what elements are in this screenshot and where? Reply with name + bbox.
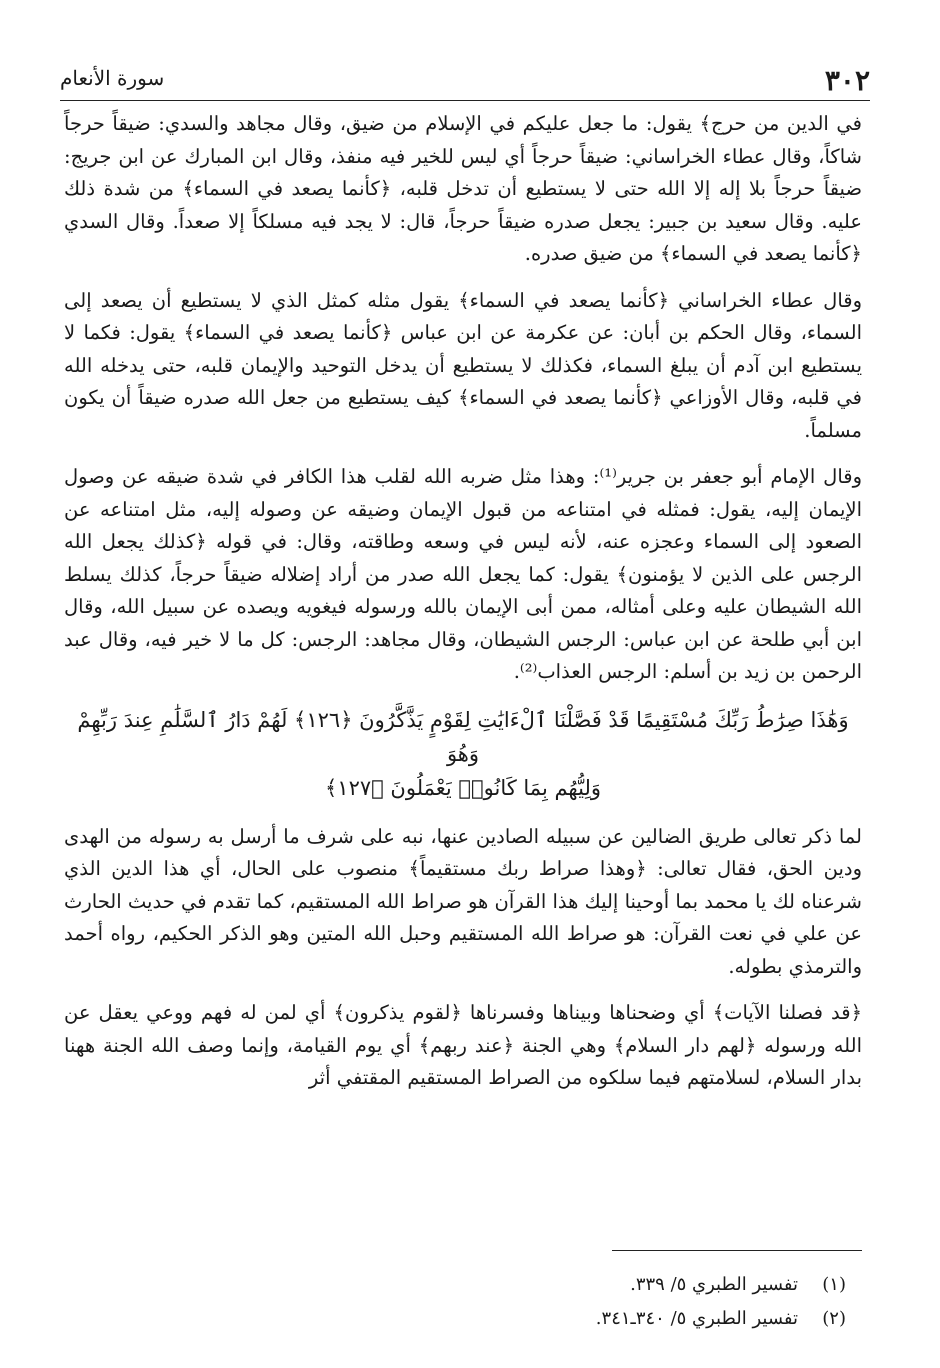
page-number: ٣٠٢ [824,64,870,97]
quran-verse: وَهَٰذَا صِرَٰطُ رَبِّكَ مُسْتَقِيمًا قَدْ فَصَّلْنَا ٱلْءَايَٰتِ لِقَوْمٍ يَذَّكَّرُونَ ﴿١٢٦﴾ لَهُمْ دَارُ ٱلسَّلَٰمِ عِندَ رَبِّهِمْ وَهُوَ وَلِيُّهُم بِمَا كَانُوا۟ يَعْمَلُونَ ﴿١٢٧﴾ [77,707,849,800]
footnote-number: (٢) [822,1308,846,1329]
footnote-text: تفسير الطبري ٥/ ٣٣٩. [630,1274,798,1295]
footnote [346,1268,846,1302]
footnote [346,1302,846,1336]
paragraph: وقال عطاء الخراساني ﴿كأنما يصعد في السماء﴾ يقول مثله كمثل الذي لا يستطيع أن يصعد إلى السماء، وقال الحكم بن أبان: عن عكرمة عن ابن عباس ﴿كأنما يصعد في السماء﴾ يقول: فكما لا يستطيع ابن آدم أن يبلغ السماء، فكذلك لا يستطيع أن يدخل التوحيد والإيمان قلبه، حتى يدخله الله في قلبه، وقال الأوزاعي ﴿كأنما يصعد في السماء﴾ كيف يستطيع من جعل الله صدره ضيقاً أن يكون مسلماً. [64,288,862,442]
footnote-number: (١) [822,1274,846,1295]
paragraph: ﴿قد فصلنا الآيات﴾ أي وضحناها وبيناها وفسرناها ﴿لقوم يذكرون﴾ أي لمن له فهم ووعي يعقل عن الله ورسوله ﴿لهم دار السلام﴾ وهي الجنة ﴿عند ربهم﴾ أي يوم القيامة، وإنما وصف الله الجنة ههنا بدار السلام، لسلامتهم فيما سلكوه من الصراط المستقيم المقتفي أثر [64,1001,862,1089]
page-header [60,60,870,101]
paragraph: لما ذكر تعالى طريق الضالين عن سبيله الصادين عنها، نبه على شرف ما أرسل به رسوله من الهدى ودين الحق، فقال تعالى: ﴿وهذا صراط ربك مستقيماً﴾ منصوب على الحال، أي هذا الدين الذي شرعناه لك يا محمد بما أوحينا إليك هذا القرآن هو صراط الله المستقيم، كما تقدم في حديث الحارث عن علي في نعت القرآن: هو صراط الله المستقيم وحبل الله المتين وهو الذكر الحكيم، رواه أحمد والترمذي بطوله. [64,824,862,978]
footnote-text: تفسير الطبري ٥/ ٣٤٠ـ٣٤١. [595,1308,798,1329]
running-title: سورة الأنعام [60,66,165,90]
paragraph: وقال الإمام أبو جعفر بن جرير⁽¹⁾: وهذا مثل ضربه الله لقلب هذا الكافر في شدة ضيقه عن وصول الإيمان إليه، يقول: فمثله في امتناعه من قبول الإيمان وضيقه عن وصوله إليه، مثل امتناعه عن الصعود إلى السماء وعجزه عنه، لأنه ليس في وسعه وطاقته، وقال: في قوله ﴿كذلك يجعل الله الرجس على الذين لا يؤمنون﴾ يقول: كما يجعل الله صدر من أراد إضلاله ضيقاً حرجاً، كذلك يسلط الله الشيطان عليه وعلى أمثاله، ممن أبى الإيمان بالله ورسوله فيغويه ويصده عن سبيل الله، وقال ابن أبي طلحة عن ابن عباس: الرجس الشيطان، وقال مجاهد: الرجس: كل ما لا خير فيه، وقال عبد الرحمن بن زيد بن أسلم: الرجس العذاب⁽²⁾. [64,465,863,683]
paragraph: في الدين من حرج﴾ يقول: ما جعل عليكم في الإسلام من ضيق، وقال مجاهد والسدي: ضيقاً حرجاً شاكاً، وقال عطاء الخراساني: ضيقاً حرجاً أي ليس للخير فيه منفذ، وقال ابن المبارك عن ابن جريج: ضيقاً حرجاً بلا إله إلا الله حتى لا يستطيع أن تدخل قلبه، ﴿كأنما يصعد في السماء﴾ من شدة ذلك عليه. وقال سعيد بن جبير: يجعل صدره ضيقاً حرجاً، قال: لا يجد فيه مسلكاً إلا صعداً. وقال السدي ﴿كأنما يصعد في السماء﴾ من ضيق صدره. [64,112,862,265]
page-body [64,108,862,1109]
footnotes [346,1268,846,1336]
footnote-divider [612,1250,862,1251]
